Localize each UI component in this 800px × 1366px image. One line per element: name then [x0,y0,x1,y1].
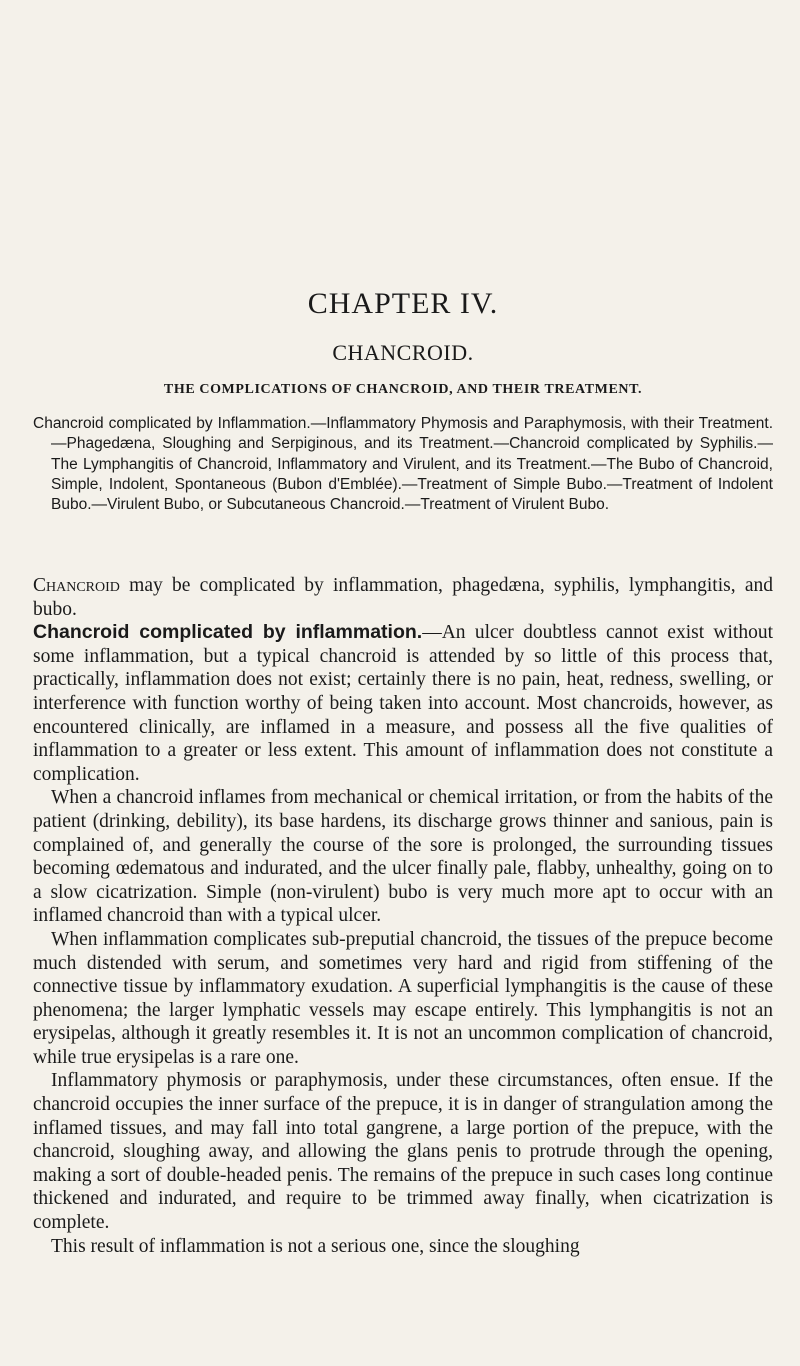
intro-paragraph [33,574,773,621]
paragraph-text: —An ulcer doubtless cannot exist without some inflammation, but a typical chancroid is attended by so little of this process that, practically, inflammation does not exist; certainly there is no pain, heat, redness, swelling, or interference with function worthy of being taken into account. Most chancroids, however, as encountered clinically, are inflamed in a measure, and possess all the five qualities of inflammation to a greater or less extent. This amount of inflammation does not constitute a complication. [33,622,773,785]
section-heading: Chancroid complicated by inflammation. [33,621,423,644]
intro-text: may be complicated by inflammation, phagedæna, syphilis, lymphangitis, and bubo. [33,575,773,620]
chapter-synopsis: Chancroid complicated by Inflammation.—Inflammatory Phymosis and Paraphymosis, with their Treatment.—Phagedæna, Sloughing and Serpiginous, and its Treatment.—Chancroid complicated by Syphilis.—The Lymphangitis of Chancroid, Inflammatory and Virulent, and its Treatment.—The Bubo of Chancroid, Simple, Indolent, Spontaneous (Bubon d'Emblée).—Treatment of Simple Bubo.—Treatment of Indolent Bubo.—Virulent Bubo, or Subcutaneous Chancroid.—Treatment of Virulent Bubo. [33,415,773,514]
chapter-heading: CHAPTER IV. [307,287,499,320]
intro-lead: Chancroid [33,575,120,596]
paragraph: When inflammation complicates sub-preputial chancroid, the tissues of the prepuce become much distended with serum, and sometimes very hard and rigid from stiffening of the connective tissue by inflammatory exudation. A superficial lymphangitis is the cause of these phenomena; the larger lymphatic vessels may escape entirely. This lymphangitis is not an erysipelas, although it greatly resembles it. It is not an uncommon complication of chancroid, while true erysipelas is a rare one. [33,928,773,1068]
chapter-title: CHANCROID. [332,340,474,365]
body-text [33,574,773,1258]
paragraph: This result of inflammation is not a serious one, since the sloughing [51,1235,580,1257]
paragraph [33,621,773,786]
chapter-subtitle: THE COMPLICATIONS OF CHANCROID, AND THEIR TREATMENT. [163,382,643,397]
paragraph: Inflammatory phymosis or paraphymosis, under these circumstances, often ensue. If the chancroid occupies the inner surface of the prepuce, it is in danger of strangulation among the inflamed tissues, and may fall into total gangrene, a large portion of the prepuce, with the chancroid, sloughing away, and allowing the glans penis to protrude through the opening, making a sort of double-headed penis. The remains of the prepuce in such cases long continue thickened and indurated, and require to be trimmed away finally, when cicatrization is complete. [33,1070,773,1234]
paragraph: When a chancroid inflames from mechanical or chemical irritation, or from the habits of the patient (drinking, debility), its base hardens, its discharge grows thinner and sanious, pain is complained of, and generally the course of the sore is prolonged, the surrounding tissues becoming œdematous and indurated, and the ulcer finally pale, flabby, unhealthy, going on to a slow cicatrization. Simple (non-virulent) bubo is very much more apt to occur with an inflamed chancroid than with a typical ulcer. [33,787,773,927]
